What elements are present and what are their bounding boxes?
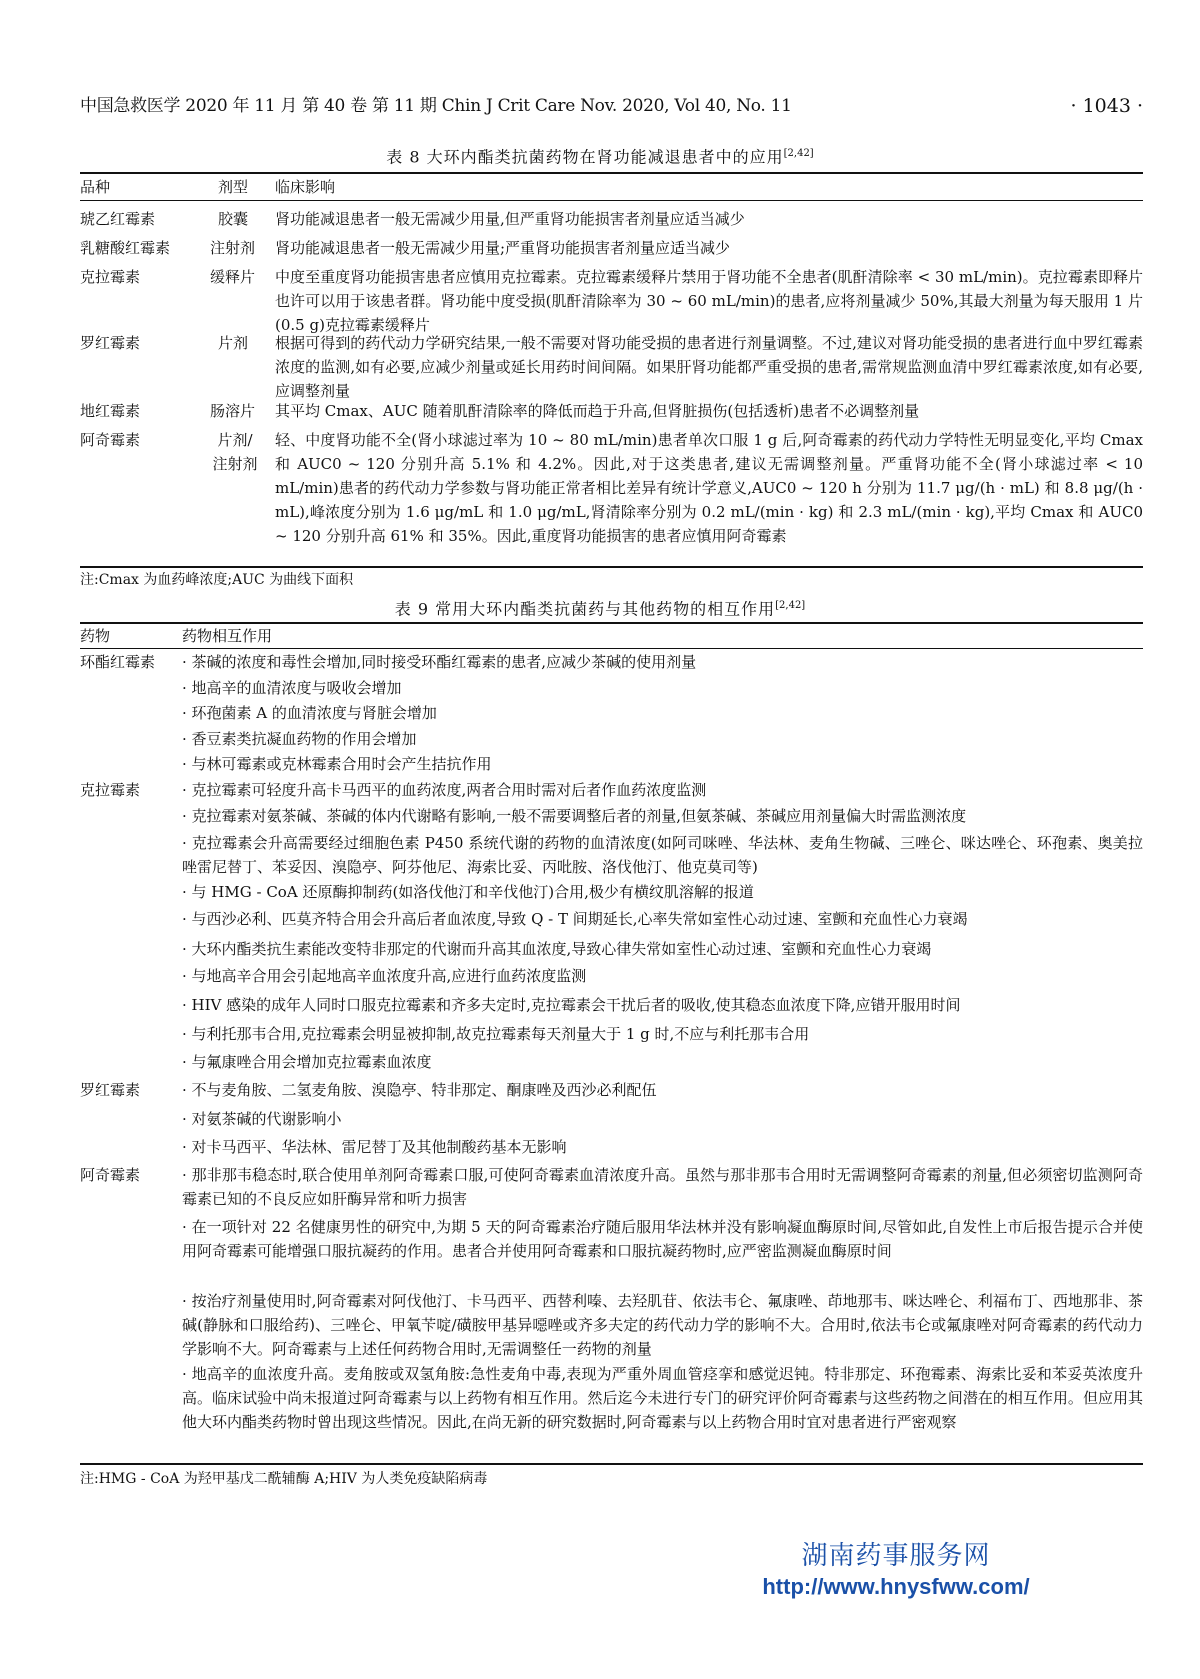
table9-row-text: · 环孢菌素 A 的血清浓度与肾脏会增加 [182, 704, 437, 722]
journal-citation: 中国急救医学 2020 年 11 月 第 40 卷 第 11 期 Chin J Crit Care Nov. 2020, Vol 40, No. 11 [80, 96, 792, 116]
table8-caption [0, 143, 1200, 168]
table9-header-drug: 药物 [80, 627, 111, 645]
table8-header-rule [80, 200, 1143, 201]
table9-row-text: · 茶碱的浓度和毒性会增加,同时接受环酯红霉素的患者,应减少茶碱的使用剂量 [182, 653, 697, 671]
table8-row-drug: 阿奇霉素 [80, 431, 141, 449]
table8-row-drug: 克拉霉素 [80, 268, 141, 286]
table9-caption-text: 表 9 常用大环内酯类抗菌药与其他药物的相互作用 [394, 599, 776, 619]
table9-row-text: · 与利托那韦合用,克拉霉素会明显被抑制,故克拉霉素每天剂量大于 1 g 时,不应与利托那韦合用 [182, 1025, 810, 1043]
table9-row-text: · 对卡马西平、华法林、雷尼替丁及其他制酸药基本无影响 [182, 1138, 567, 1156]
table9-row-text: · 克拉霉素对氨茶碱、茶碱的体内代谢略有影响,一般不需要调整后者的剂量,但氨茶碱、茶碱应用剂量偏大时需监测浓度 [182, 807, 967, 825]
table9-row-text: · 大环内酯类抗生素能改变特非那定的代谢而升高其血浓度,导致心律失常如室性心动过速、室颤和充血性心力衰竭 [182, 940, 932, 958]
table9-row-text: · 那非那韦稳态时,联合使用单剂阿奇霉素口服,可使阿奇霉素血清浓度升高。虽然与那非那韦合用时无需调整阿奇霉素的剂量,但必须密切监测阿奇霉素已知的不良反应如肝酶异常和听力损害 [182, 1166, 1143, 1208]
table8-row-drug: 琥乙红霉素 [80, 210, 156, 228]
table9-row-text: · 与 HMG - CoA 还原酶抑制药(如洛伐他汀和辛伐他汀)合用,极少有横纹肌溶解的报道 [182, 883, 754, 901]
table9-row-drug: 罗红霉素 [80, 1081, 141, 1099]
running-header [80, 93, 1143, 119]
table8-header-drug: 品种 [80, 178, 111, 196]
watermark-url: http://www.hnysfww.com/ [762, 1574, 1030, 1599]
watermark-name: 湖南药事服务网 [801, 1540, 991, 1570]
table9-row-text: · 与西沙必利、匹莫齐特合用会升高后者血浓度,导致 Q - T 间期延长,心率失常如室性心动过速、室颤和充血性心力衰竭 [182, 910, 968, 928]
table9-row-text: · 不与麦角胺、二氢麦角胺、溴隐亭、特非那定、酮康唑及西沙必利配伍 [182, 1081, 657, 1099]
table8-note: 注:Cmax 为血药峰浓度;AUC 为曲线下面积 [80, 572, 354, 588]
table8-row-effect: 肾功能减退患者一般无需减少用量,但严重肾功能损害者剂量应适当减少 [275, 210, 745, 228]
table8-caption-ref: [2,42] [783, 148, 814, 159]
page-number: · 1043 · [1070, 95, 1143, 117]
table8-row-effect: 其平均 Cmax、AUC 随着肌酐清除率的降低而趋于升高,但肾脏损伤(包括透析)患者不必调整剂量 [275, 402, 920, 420]
table9-header-interaction: 药物相互作用 [182, 627, 273, 645]
table8-row-drug: 乳糖酸红霉素 [80, 239, 171, 257]
table9-caption [0, 595, 1200, 620]
table9-row-text: · 在一项针对 22 名健康男性的研究中,为期 5 天的阿奇霉素治疗随后服用华法林并没有影响凝血酶原时间,尽管如此,自发性上市后报告提示合并使用阿奇霉素可能增强口服抗凝药的作用。患者合并使用阿奇霉素和口服抗凝药物时,应严密监测凝血酶原时间 [182, 1218, 1143, 1260]
table8-row-form: 胶囊 [218, 210, 249, 228]
table8-row-form: 肠溶片 [210, 402, 256, 420]
table8-row-form: 注射剂 [210, 239, 256, 257]
table8-row-effect: 根据可得到的药代动力学研究结果,一般不需要对肾功能受损的患者进行剂量调整。不过,建议对肾功能受损的患者进行血中罗红霉素浓度的监测,如有必要,应减少剂量或延长用药时间间隔。如果肝肾功能都严重受损的患者,需常规监测血清中罗红霉素浓度,如有必要,应调整剂量 [275, 334, 1143, 400]
table8-row-effect: 肾功能减退患者一般无需减少用量;严重肾功能损害者剂量应适当减少 [275, 239, 731, 257]
table9-bottom-rule [80, 1463, 1143, 1465]
table8-caption-text: 表 8 大环内酯类抗菌药物在肾功能减退患者中的应用 [386, 147, 784, 167]
table9-row-text: · 与氟康唑合用会增加克拉霉素血浓度 [182, 1053, 432, 1071]
table8-header-form: 剂型 [218, 178, 249, 196]
table9-row-text: · 地高辛的血浓度升高。麦角胺或双氢角胺:急性麦角中毒,表现为严重外周血管痉挛和感觉迟钝。特非那定、环孢霉素、海索比妥和苯妥英浓度升高。临床试验中尚未报道过阿奇霉素与以上药物有相互作用。然后迄今未进行专门的研究评价阿奇霉素与这些药物之间潜在的相互作用。但应用其他大环内酯类药物时曾出现这些情况。因此,在尚无新的研究数据时,阿奇霉素与以上药物合用时宜对患者进行严密观察 [182, 1365, 1143, 1431]
table9-row-text: · 地高辛的血清浓度与吸收会增加 [182, 679, 402, 697]
table9-row-text: · HIV 感染的成年人同时口服克拉霉素和齐多夫定时,克拉霉素会干扰后者的吸收,使其稳态血浓度下降,应错开服用时间 [182, 996, 961, 1014]
table9-row-drug: 克拉霉素 [80, 781, 141, 799]
table8-row-drug: 地红霉素 [80, 402, 141, 420]
table9-row-drug: 环酯红霉素 [80, 653, 156, 671]
table8-row-form: 片剂/注射剂 [212, 431, 258, 473]
table8-row-effect: 轻、中度肾功能不全(肾小球滤过率为 10 ~ 80 mL/min)患者单次口服 1 g 后,阿奇霉素的药代动力学特性无明显变化,平均 Cmax 和 AUC0 ~ 120 分别升高 5.1% 和 4.2%。因此,对于这类患者,建议无需调整剂量。严重肾功能不全(肾小球滤过率 < 10 mL/min)患者的药代动力学参数与肾功能正常者相比差异有统计学意义,AUC0 ~ 120 h 分别为 11.7 μg/(h · mL) 和 8.8 μg/(h · mL),峰浓度分别为 1.6 μg/mL 和 1.0 μg/mL,肾清除率分别为 0.2 mL/(min · kg) 和 2.3 mL/(min · kg),平均 Cmax 和 AUC0 ~ 120 分别升高 61% 和 35%。因此,重度肾功能损害的患者应慎用阿奇霉素 [275, 431, 1143, 545]
table8-bottom-rule [80, 566, 1143, 568]
table9-row-text: · 与林可霉素或克林霉素合用时会产生拮抗作用 [182, 755, 492, 773]
table9-row-text: · 克拉霉素会升高需要经过细胞色素 P450 系统代谢的药物的血清浓度(如阿司咪唑、华法林、麦角生物碱、三唑仑、咪达唑仑、环孢素、奥美拉唑雷尼替丁、苯妥因、溴隐亭、阿芬他尼、海索比妥、丙吡胺、洛伐他汀、他克莫司等) [182, 834, 1143, 876]
table9-caption-ref: [2,42] [775, 600, 806, 611]
table8-top-rule [80, 172, 1143, 174]
table9-note: 注:HMG - CoA 为羟甲基戊二酰辅酶 A;HIV 为人类免疫缺陷病毒 [80, 1471, 488, 1487]
table9-row-text: · 与地高辛合用会引起地高辛血浓度升高,应进行血药浓度监测 [182, 967, 587, 985]
table8-row-effect: 中度至重度肾功能损害患者应慎用克拉霉素。克拉霉素缓释片禁用于肾功能不全患者(肌酐清除率 < 30 mL/min)。克拉霉素即释片也许可以用于该患者群。肾功能中度受损(肌酐清除率为 30 ~ 60 mL/min)的患者,应将剂量减少 50%,其最大剂量为每天服用 1 片(0.5 g)克拉霉素缓释片 [275, 268, 1143, 334]
table8-header-effect: 临床影响 [275, 178, 336, 196]
table9-row-text: · 对氨茶碱的代谢影响小 [182, 1110, 342, 1128]
table9-row-drug: 阿奇霉素 [80, 1166, 141, 1184]
table9-row-text: · 香豆素类抗凝血药物的作用会增加 [182, 730, 417, 748]
table8-row-drug: 罗红霉素 [80, 334, 141, 352]
table9-header-rule [80, 648, 1143, 649]
table9-row-text: · 克拉霉素可轻度升高卡马西平的血药浓度,两者合用时需对后者作血药浓度监测 [182, 781, 707, 799]
table9-row-text: · 按治疗剂量使用时,阿奇霉素对阿伐他汀、卡马西平、西替利嗪、去羟肌苷、依法韦仑、氟康唑、茚地那韦、咪达唑仑、利福布丁、西地那非、茶碱(静脉和口服给药)、三唑仑、甲氧苄啶/磺胺甲基异噁唑或齐多夫定的药代动力学的影响不大。合用时,依法韦仑或氟康唑对阿奇霉素的药代动力学影响不大。阿奇霉素与上述任何药物合用时,无需调整任一药物的剂量 [182, 1292, 1143, 1358]
watermark [746, 1538, 1046, 1602]
table8-row-form: 片剂 [218, 334, 249, 352]
table8-row-form: 缓释片 [210, 268, 256, 286]
